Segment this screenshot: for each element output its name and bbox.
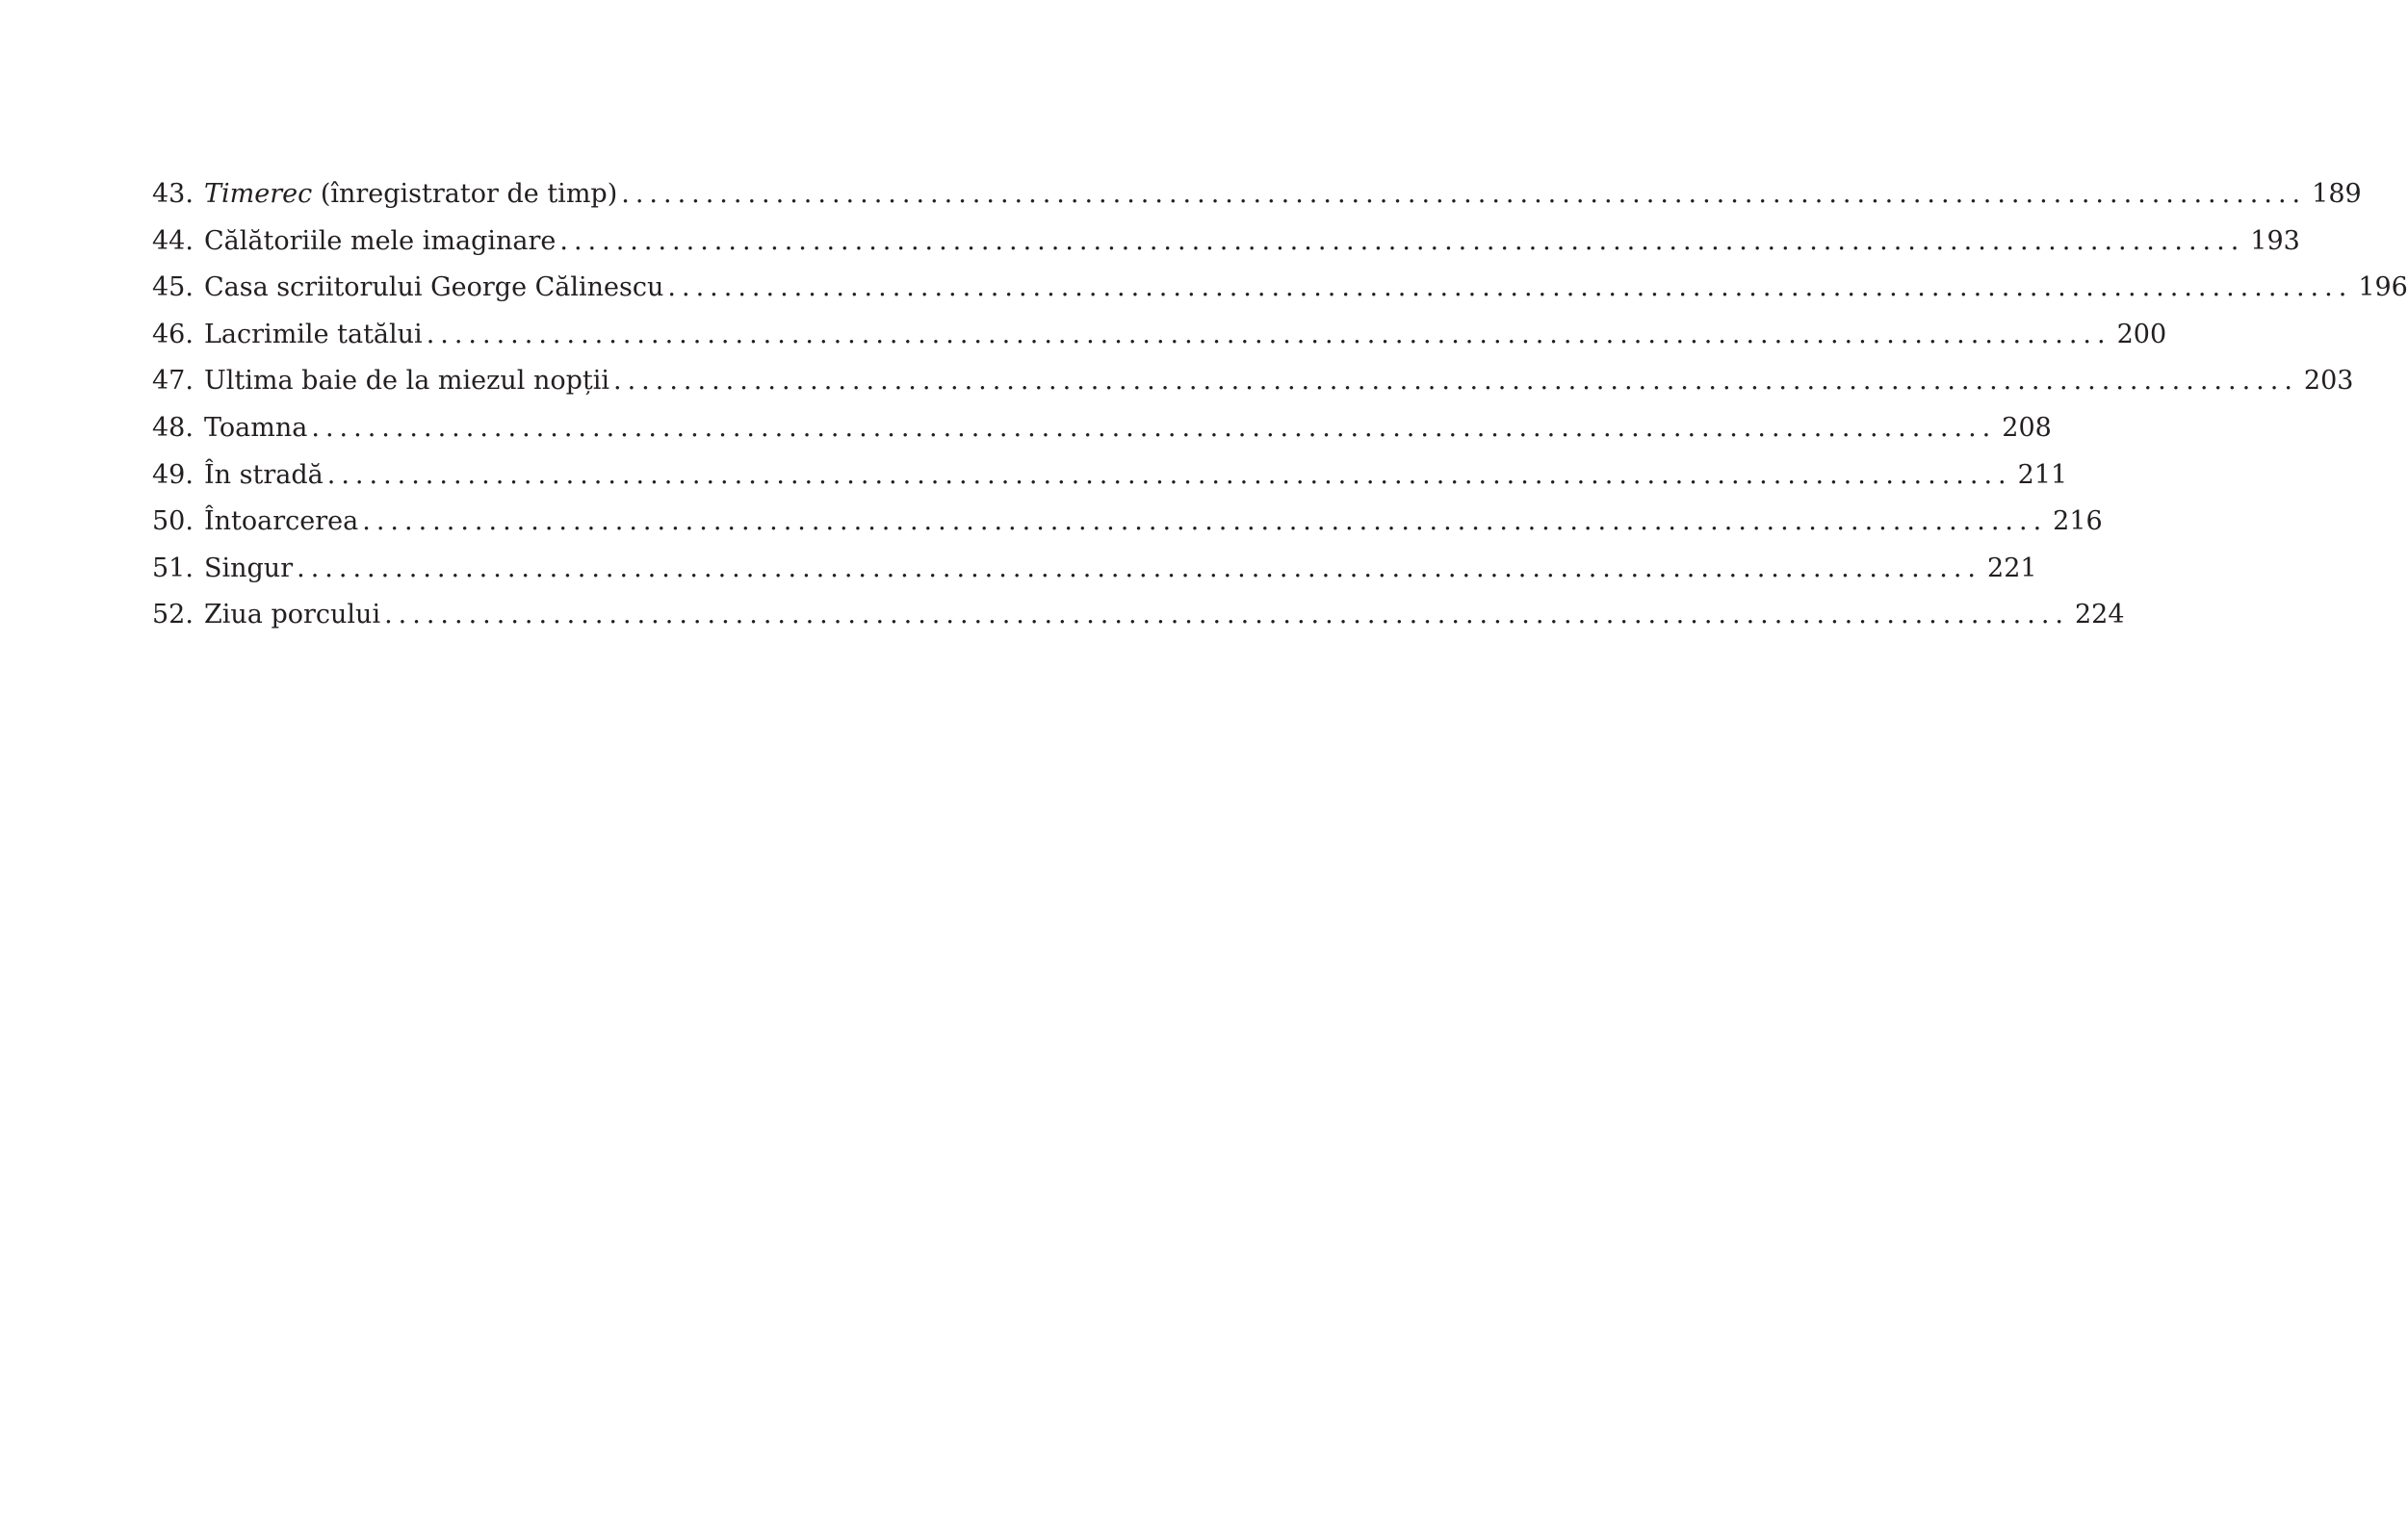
chapter-number: 49.	[152, 459, 194, 490]
chapter-title: Lacrimile tatălui	[204, 319, 423, 349]
page-number: 211	[2017, 459, 2068, 490]
page-number: 208	[2002, 412, 2052, 443]
dot-leader: ........................................................................................................................	[326, 459, 2012, 490]
page-number: 189	[2312, 179, 2362, 209]
dot-leader: ........................................................................................................................	[297, 552, 1982, 583]
chapter-title-italic: Timerec	[204, 179, 313, 209]
toc-entry	[152, 412, 2052, 460]
chapter-number: 43.	[152, 179, 194, 209]
dot-leader: ........................................................................................................................	[384, 600, 2069, 630]
chapter-number: 48.	[152, 412, 194, 443]
chapter-title: Întoarcerea	[204, 506, 359, 537]
chapter-title: Călătoriile mele imaginare	[204, 225, 557, 256]
toc-entry	[152, 506, 2103, 553]
toc-entry	[152, 272, 2408, 320]
page-number: 216	[2053, 506, 2103, 537]
page-number: 224	[2075, 600, 2125, 630]
chapter-title: Ziua porcului	[204, 600, 381, 630]
toc-entry	[152, 319, 2167, 367]
chapter-title: Singur	[204, 552, 294, 583]
chapter-title: Casa scriitorului George Călinescu	[204, 272, 664, 303]
dot-leader: ........................................................................................................................	[621, 179, 2307, 209]
table-of-contents	[152, 179, 2408, 647]
dot-leader: ........................................................................................................................	[311, 412, 1997, 443]
toc-entry	[152, 552, 2037, 601]
dot-leader: ........................................................................................................................	[559, 225, 2245, 256]
toc-entry	[152, 600, 2125, 647]
chapter-number: 47.	[152, 366, 194, 397]
page-number: 203	[2303, 366, 2354, 397]
dot-leader: ........................................................................................................................	[362, 506, 2048, 537]
chapter-number: 46.	[152, 319, 194, 349]
page-number: 193	[2250, 225, 2300, 256]
page-number: 196	[2358, 272, 2408, 303]
chapter-number: 50.	[152, 506, 194, 537]
page-number: 221	[1987, 552, 2037, 583]
chapter-title	[204, 179, 617, 209]
chapter-title: În stradă	[204, 459, 324, 490]
dot-leader: ........................................................................................................................	[613, 366, 2298, 397]
chapter-title-text: (înregistrator de timp)	[312, 179, 618, 209]
dot-leader: ........................................................................................................................	[426, 319, 2111, 349]
toc-entry	[152, 179, 2362, 226]
dot-leader: ........................................................................................................................	[667, 272, 2353, 303]
page-number: 200	[2116, 319, 2167, 349]
toc-entry	[152, 459, 2068, 507]
toc-entry	[152, 225, 2300, 273]
chapter-title: Ultima baie de la miezul nopții	[204, 366, 609, 397]
chapter-number: 44.	[152, 225, 194, 256]
chapter-number: 45.	[152, 272, 194, 303]
chapter-number: 51.	[152, 552, 194, 583]
chapter-title: Toamna	[204, 412, 308, 443]
chapter-number: 52.	[152, 600, 194, 630]
toc-entry	[152, 366, 2354, 413]
